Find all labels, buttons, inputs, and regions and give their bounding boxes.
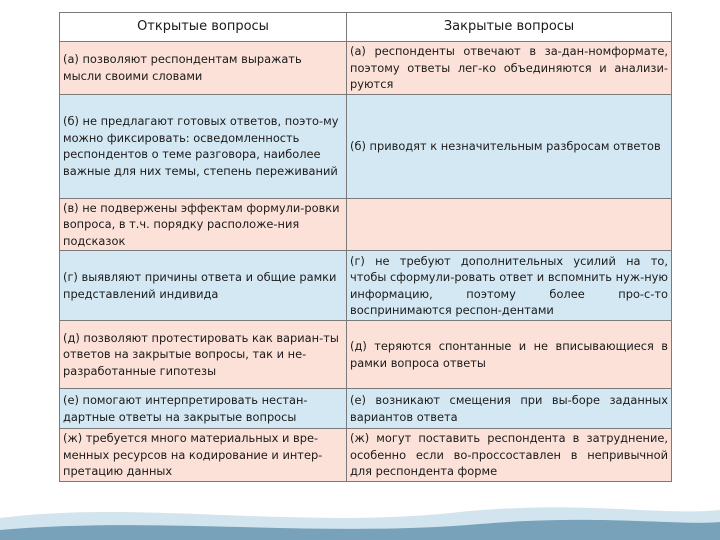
table-row <box>60 94 672 198</box>
open-cell: (ж) требуется много материальных и вре-менных ресурсов на кодирование и интер-претацию данных <box>60 429 347 482</box>
header-closed-questions: Закрытые вопросы <box>347 13 672 42</box>
closed-cell: (а) респонденты отвечают в за-дан-номформате, поэтому ответы лег-ко объединяются и анализи-руются <box>347 42 672 95</box>
closed-cell: (д) теряются спонтанные и не вписывающиеся в рамки вопроса ответы <box>347 321 672 389</box>
closed-cell: (е) возникают смещения при вы-боре заданных вариантов ответа <box>347 389 672 429</box>
open-cell: (е) помогают интерпретировать нестан-дартные ответы на закрытые вопросы <box>60 389 347 429</box>
closed-cell: (г) не требуют дополнительных усилий на то, чтобы сформули-ровать ответ и вспомнить нуж-ную информацию, поэтому более про-с-то воспринимаются респон-дентами <box>347 251 672 321</box>
closed-cell: (б) приводят к незначительным разбросам ответов <box>347 94 672 198</box>
table-row <box>60 198 672 251</box>
closed-cell: (ж) могут поставить респондента в затруднение, особенно если во-проссоставлен в непривычной для респондента форме <box>347 429 672 482</box>
open-cell: (д) позволяют протестировать как вариан-ты ответов на закрытые вопросы, так и не-разработанные гипотезы <box>60 321 347 389</box>
comparison-table <box>59 12 672 482</box>
open-cell: (б) не предлагают готовых ответов, поэто-му можно фиксировать: осведомленность респондентов о теме разговора, наиболее важные для них темы, степень переживаний <box>60 94 347 198</box>
header-open-questions: Открытые вопросы <box>60 13 347 42</box>
table-row <box>60 42 672 95</box>
table-row <box>60 321 672 389</box>
open-cell: (в) не подвержены эффектам формули-ровки вопроса, в т.ч. порядку расположе-ния подсказок <box>60 198 347 251</box>
open-cell: (г) выявляют причины ответа и общие рамки представлений индивида <box>60 251 347 321</box>
table-row <box>60 429 672 482</box>
table-header-row <box>60 13 672 42</box>
open-cell: (а) позволяют респондентам выражать мысли своими словами <box>60 42 347 95</box>
table-row <box>60 389 672 429</box>
table-row <box>60 251 672 321</box>
closed-cell-empty <box>347 198 672 251</box>
